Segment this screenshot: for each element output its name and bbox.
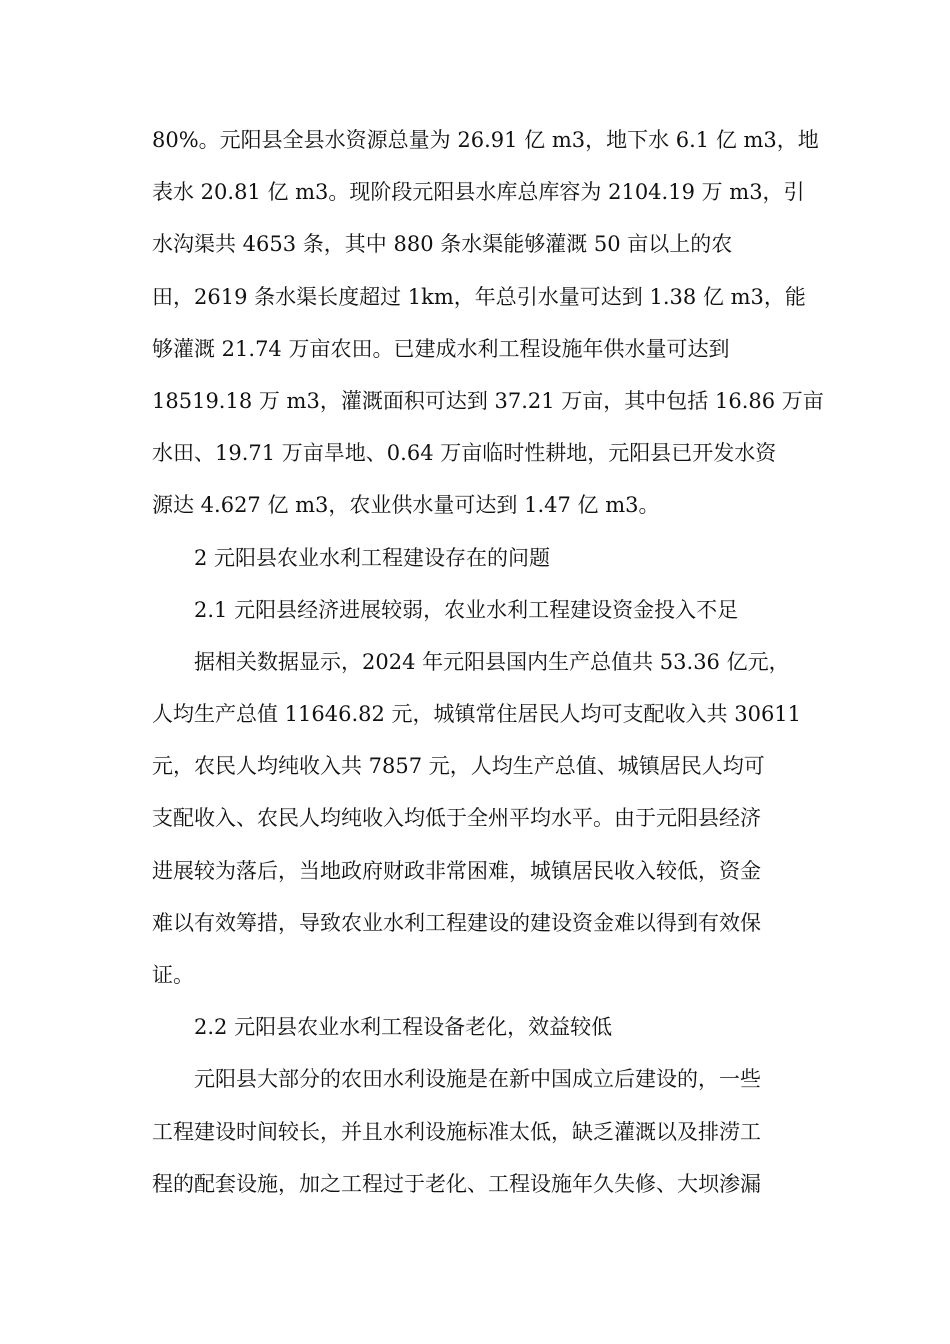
subsection-heading: 2.2 元阳县农业水利工程设备老化，效益较低 [194, 1015, 613, 1040]
paragraph-line: 支配收入、农民人均纯收入均低于全州平均水平。由于元阳县经济 [152, 806, 761, 831]
paragraph-line: 源达 4.627 亿 m3，农业供水量可达到 1.47 亿 m3。 [152, 493, 660, 518]
paragraph-line: 元阳县大部分的农田水利设施是在新中国成立后建设的，一些 [194, 1067, 761, 1092]
paragraph-line: 程的配套设施，加之工程过于老化、工程设施年久失修、大坝渗漏 [152, 1171, 761, 1196]
paragraph-line: 水田、19.71 万亩旱地、0.64 万亩临时性耕地，元阳县已开发水资 [152, 441, 777, 466]
paragraph-line: 田，2619 条水渠长度超过 1km，年总引水量可达到 1.38 亿 m3，能 [152, 284, 806, 309]
paragraph-line: 80%。元阳县全县水资源总量为 26.91 亿 m3，地下水 6.1 亿 m3，地 [152, 128, 819, 152]
paragraph-line: 元，农民人均纯收入共 7857 元，人均生产总值、城镇居民人均可 [152, 754, 765, 779]
paragraph-line: 18519.18 万 m3，灌溉面积可达到 37.21 万亩，其中包括 16.86 万亩 [152, 388, 824, 413]
section-heading: 2 元阳县农业水利工程建设存在的问题 [194, 545, 551, 570]
paragraph-line: 进展较为落后，当地政府财政非常困难，城镇居民收入较低，资金 [152, 858, 761, 883]
document-body [152, 114, 824, 1210]
paragraph-line: 据相关数据显示，2024 年元阳县国内生产总值共 53.36 亿元， [194, 649, 790, 674]
subsection-heading: 2.1 元阳县经济进展较弱，农业水利工程建设资金投入不足 [194, 597, 739, 622]
paragraph-line: 水沟渠共 4653 条，其中 880 条水渠能够灌溉 50 亩以上的农 [152, 232, 733, 257]
paragraph-line: 难以有效筹措，导致农业水利工程建设的建设资金难以得到有效保 [152, 910, 761, 935]
paragraph-line: 表水 20.81 亿 m3。现阶段元阳县水库总库容为 2104.19 万 m3，引 [152, 180, 805, 205]
paragraph-line: 够灌溉 21.74 万亩农田。已建成水利工程设施年供水量可达到 [152, 336, 730, 361]
paragraph-line: 人均生产总值 11646.82 元，城镇常住居民人均可支配收入共 30611 [152, 702, 802, 727]
paragraph-line: 工程建设时间较长，并且水利设施标准太低，缺乏灌溉以及排涝工 [152, 1119, 761, 1144]
paragraph-line: 证。 [152, 963, 194, 987]
